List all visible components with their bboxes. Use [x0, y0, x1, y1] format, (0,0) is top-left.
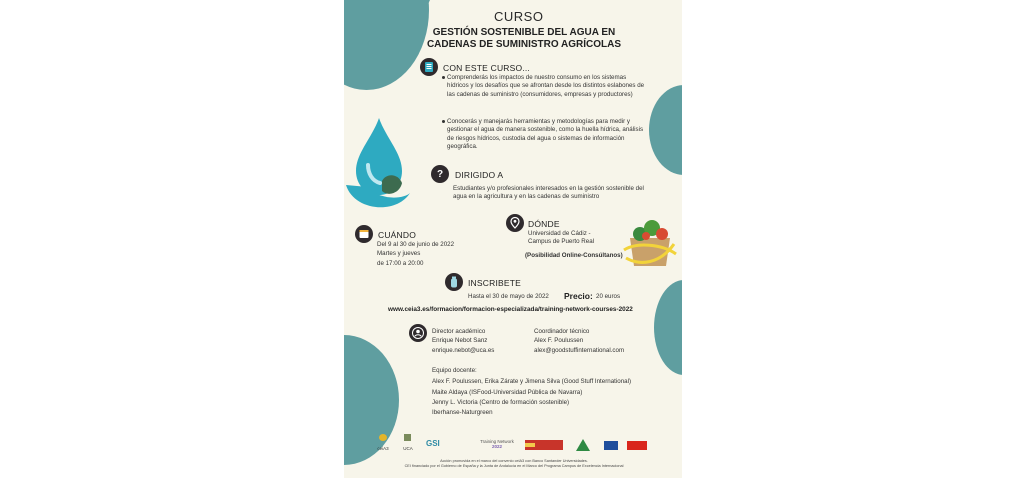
coordinador-email[interactable]: alex@goodstuffinternational.com — [534, 346, 625, 354]
water-hand-illustration — [344, 113, 414, 218]
director-name: Enrique Nebot Sanz — [432, 337, 488, 345]
dirigido-text: Estudiantes y/o profesionales interesados en la gestión sostenible del agua en la agricultura y en las cadenas de suministro — [453, 185, 644, 201]
cuando-heading: CUÁNDO — [378, 230, 417, 240]
coordinador-name: Alex F. Poulussen — [534, 337, 584, 345]
equipo-member: Maite Aldaya (ISFood-Universidad Pública de Navarra) — [432, 388, 583, 396]
bottle-icon — [445, 273, 463, 291]
calendar-icon — [355, 225, 373, 243]
santander-logo — [627, 441, 647, 450]
document-icon — [420, 58, 438, 76]
decor-blob-right-mid — [649, 85, 682, 175]
director-block — [432, 328, 494, 355]
price-value: 20 euros — [596, 293, 621, 300]
donde-campus: Campus de Puerto Real — [528, 238, 595, 246]
course-title — [404, 27, 644, 51]
director-role: Director académico — [432, 328, 486, 335]
footer-text — [364, 459, 664, 469]
footer-line1: Acción promovida en el marco del convenio ceiA3 con Banco Santander Universidades. — [440, 459, 588, 463]
bullet-marker — [442, 76, 445, 79]
uca-logo: UCA — [403, 445, 413, 451]
director-email[interactable]: enrique.nebot@uca.es — [432, 346, 495, 354]
coordinador-role: Coordinador técnico — [534, 328, 590, 335]
produce-bag-illustration — [622, 214, 678, 270]
donde-online: (Posibilidad Online-Consúltanos) — [525, 252, 623, 259]
training-network-logo: Training Network 2022 — [480, 439, 514, 449]
gobierno-espana-logo-band — [525, 443, 535, 447]
eu-flag-logo — [604, 441, 618, 450]
junta-andalucia-logo — [576, 439, 590, 451]
location-pin-icon — [506, 214, 524, 232]
footer-line2: CEI financiado por el Gobierno de España y la Junta de Andalucía en el Marco del Programa Campus de Excelencia Internacional — [404, 464, 624, 468]
course-kicker: CURSO — [494, 9, 544, 24]
price-label: Precio: — [564, 291, 593, 301]
course-title-line2: CADENAS DE SUMINISTRO AGRÍCOLAS — [426, 39, 622, 50]
ceia3-logo: ceiA3 — [377, 445, 389, 451]
equipo-member: Alex F. Poulussen, Erika Zárate y Jimena Silva (Good Stuff International) — [432, 378, 632, 386]
donde-heading: DÓNDE — [528, 219, 560, 229]
course-poster — [344, 0, 682, 478]
equipo-heading: Equipo docente: — [432, 367, 477, 374]
cuando-block — [377, 241, 454, 268]
dirigido-heading: DIRIGIDO A — [455, 170, 504, 180]
cuando-days: Martes y jueves — [377, 250, 421, 258]
decor-blob-right-low — [654, 280, 682, 375]
con-este-bullet-2: Conocerás y manejarás herramientas y metodologías para medir y gestionar el agua de manera sostenible, como la huella hídrica, análisis de riesgos hídricos, custodia del agua o sistemas de información geográfica. — [447, 118, 644, 150]
inscribete-heading: INSCRIBETE — [468, 278, 522, 288]
cuando-hours: de 17:00 a 20:00 — [377, 259, 424, 267]
course-title-line1: GESTIÓN SOSTENIBLE DEL AGUA EN — [432, 27, 616, 38]
con-este-bullet-1: Comprenderás los impactos de nuestro consumo en los sistemas hídricos y los desafíos que se afrontan desde los distintos eslabones de las cadenas de suministro (consumidores, empresas y productores) — [447, 74, 645, 98]
equipo-block — [432, 367, 631, 417]
registration-link[interactable]: www.ceia3.es/formacion/formacion-especializada/training-network-courses-2022 — [388, 306, 633, 313]
donde-university: Universidad de Cádiz - — [528, 230, 591, 237]
cuando-dates: Del 9 al 30 de junio de 2022 — [377, 241, 455, 248]
bullet-marker — [442, 120, 445, 123]
con-este-heading: CON ESTE CURSO... — [443, 63, 530, 73]
ceia3-logo-mark — [379, 434, 387, 441]
uca-logo-mark — [404, 434, 411, 441]
donde-block — [528, 230, 594, 247]
inscribete-deadline: Hasta el 30 de mayo de 2022 — [468, 293, 549, 300]
coordinador-block — [534, 328, 624, 355]
equipo-member: Jenny L. Victoria (Centro de formación sostenible) — [432, 398, 570, 406]
question-icon: ? — [431, 165, 449, 183]
person-icon — [409, 324, 427, 342]
gsi-logo: GSI — [426, 438, 440, 448]
equipo-member: Iberhanse-Naturgreen — [432, 409, 493, 417]
